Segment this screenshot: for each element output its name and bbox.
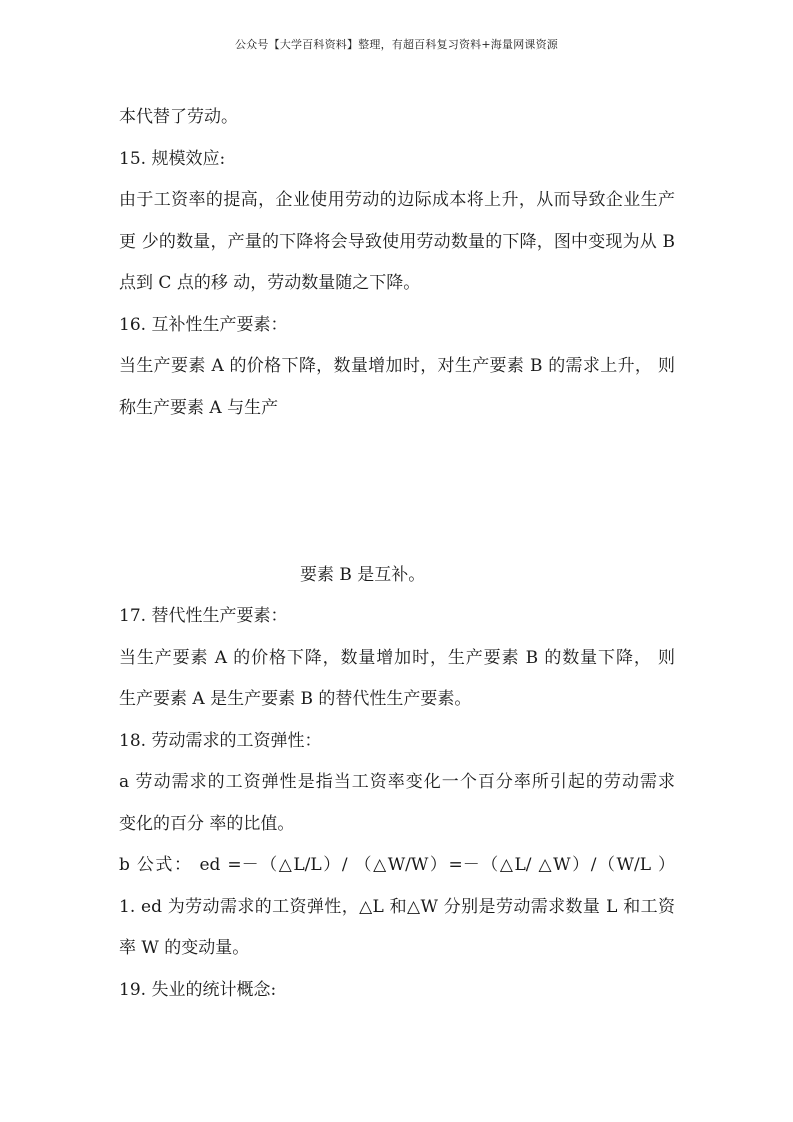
text-line: 当生产要素 A 的价格下降，数量增加时，对生产要素 B 的需求上升， 则: [119, 356, 675, 376]
section-heading: 19. 失业的统计概念:: [119, 980, 277, 1000]
section-heading: 18. 劳动需求的工资弹性：: [119, 731, 322, 751]
page-header: 公众号【大学百科资料】整理，有超百科复习资料+海量网课资源: [234, 38, 558, 51]
text-line: 率 W 的变动量。: [119, 938, 250, 958]
formula-line: b 公式： ed =－（△L/L）/ （△W/W）=－（△L/ △W）/（W/L ）: [119, 855, 675, 875]
text-line: 更 少的数量，产量的下降将会导致使用劳动数量的下降，图中变现为从 B: [119, 232, 675, 252]
section-heading: 15. 规模效应:: [119, 149, 226, 169]
text-line: 当生产要素 A 的价格下降，数量增加时，生产要素 B 的数量下降， 则: [119, 648, 675, 668]
text-line: 由于工资率的提高，企业使用劳动的边际成本将上升，从而导致企业生产: [119, 190, 675, 210]
text-line: 要素 B 是互补。: [300, 565, 426, 585]
text-line: 点到 C 点的移 动，劳动数量随之下降。: [119, 273, 421, 293]
text-line: 1. ed 为劳动需求的工资弹性，△L 和△W 分别是劳动需求数量 L 和工资: [119, 897, 675, 917]
text-line: 称生产要素 A 与生产: [119, 398, 279, 418]
section-heading: 17. 替代性生产要素：: [119, 606, 288, 626]
text-line: 本代替了劳动。: [119, 107, 238, 127]
section-heading: 16. 互补性生产要素：: [119, 315, 288, 335]
text-line: a 劳动需求的工资弹性是指当工资率变化一个百分率所引起的劳动需求: [119, 772, 675, 792]
text-line: 变化的百分 率的比值。: [119, 814, 295, 834]
text-line: 生产要素 A 是生产要素 B 的替代性生产要素。: [119, 689, 472, 709]
